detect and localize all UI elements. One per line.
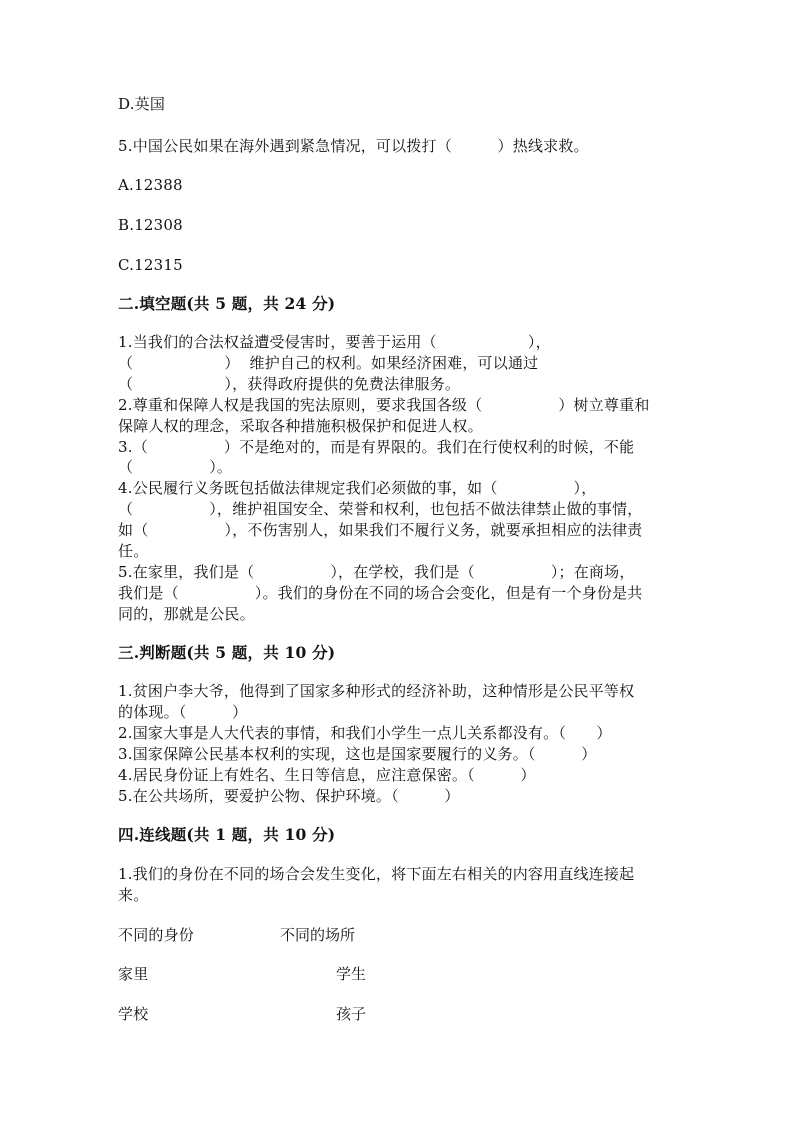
section3-line: 3.国家保障公民基本权利的实现，这也是国家要履行的义务。（ ） bbox=[118, 745, 597, 763]
section2-line: 4.公民履行义务既包括做法律规定我们必须做的事，如（ ）， bbox=[118, 479, 597, 497]
section2-line: 同的，那就是公民。 bbox=[118, 605, 255, 623]
section4-q1-line: 1.我们的身份在不同的场合会发生变化，将下面左右相关的内容用直线连接起 bbox=[118, 865, 635, 883]
section2-title: 二.填空题(共 5 题，共 24 分) bbox=[118, 294, 336, 313]
section3-line: 的体现。（ ） bbox=[118, 703, 248, 721]
section2-line: 保障人权的理念，采取各种措施积极保护和促进人权。 bbox=[118, 417, 483, 435]
section2-line: 任。 bbox=[118, 542, 149, 560]
section2-line: （ ） 维护自己的权利。如果经济困难，可以通过 bbox=[118, 354, 539, 372]
section2-line: 我们是（ ）。我们的身份在不同的场合会变化，但是有一个身份是共 bbox=[118, 584, 643, 602]
section2-line: 如（ ），不伤害别人，如果我们不履行义务，就要承担相应的法律责 bbox=[118, 521, 643, 539]
table-cell-right: 孩子 bbox=[336, 1005, 367, 1023]
section3-line: 5.在公共场所，要爱护公物、保护环境。（ ） bbox=[118, 787, 460, 805]
section2-line: （ ），维护祖国安全、荣誉和权利，也包括不做法律禁止做的事情， bbox=[118, 500, 643, 518]
section2-line: 3.（ ）不是绝对的，而是有界限的。我们在行使权利的时候，不能 bbox=[118, 438, 635, 456]
section3-line: 4.居民身份证上有姓名、生日等信息，应注意保密。（ ） bbox=[118, 766, 536, 784]
section2-line: 5.在家里，我们是（ ），在学校，我们是（ ）；在商场， bbox=[118, 563, 635, 581]
section2-line: 1.当我们的合法权益遭受侵害时，要善于运用（ ）， bbox=[118, 333, 551, 351]
q5-stem: 5.中国公民如果在海外遇到紧急情况，可以拨打（ ）热线求救。 bbox=[118, 137, 589, 155]
q5-option-b: B.12308 bbox=[118, 216, 183, 234]
table-cell-left: 学校 bbox=[118, 1005, 149, 1023]
section2-line: 2.尊重和保障人权是我国的宪法原则，要求我国各级（ ）树立尊重和 bbox=[118, 396, 650, 414]
table-cell-left: 家里 bbox=[118, 965, 149, 983]
section3-title: 三.判断题(共 5 题，共 10 分) bbox=[118, 643, 336, 662]
table-cell-right: 学生 bbox=[336, 965, 367, 983]
q5-option-a: A.12388 bbox=[118, 176, 183, 194]
table-header-place: 不同的场所 bbox=[280, 926, 356, 944]
section2-line: （ ）。 bbox=[118, 458, 233, 476]
section3-line: 2.国家大事是人大代表的事情，和我们小学生一点儿关系都没有。（ ） bbox=[118, 724, 612, 742]
q5-option-c: C.12315 bbox=[118, 256, 183, 274]
section4-q1-line: 来。 bbox=[118, 886, 149, 904]
section3-line: 1.贫困户李大爷，他得到了国家多种形式的经济补助，这种情形是公民平等权 bbox=[118, 682, 635, 700]
section4-title: 四.连线题(共 1 题，共 10 分) bbox=[118, 825, 336, 844]
table-header-identity: 不同的身份 bbox=[118, 926, 195, 944]
q4-option-d: D.英国 bbox=[118, 95, 166, 113]
section2-line: （ ），获得政府提供的免费法律服务。 bbox=[118, 375, 461, 393]
